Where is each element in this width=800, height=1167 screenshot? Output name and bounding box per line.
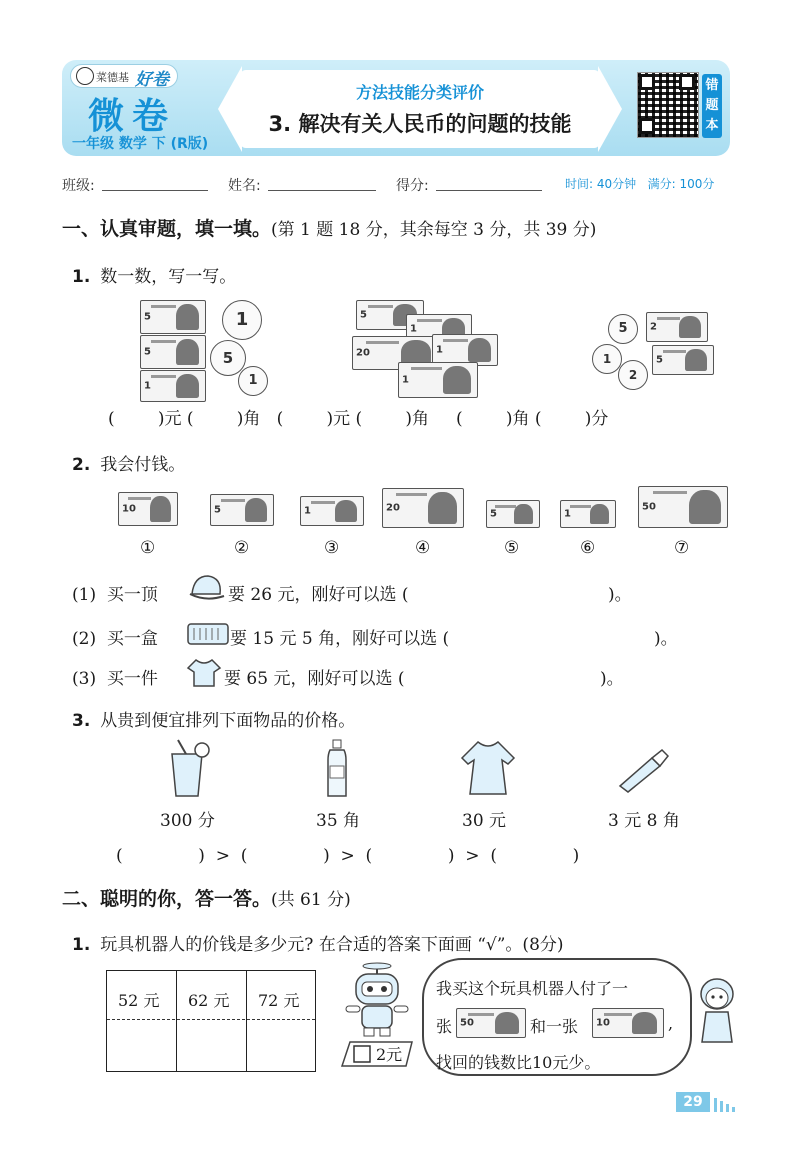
hat-icon [186, 572, 226, 606]
coin-5-jiao: 5 [210, 340, 246, 376]
bill-option-5: 5 [486, 500, 540, 528]
bill-5-yuan: 5 [140, 300, 206, 334]
coin-5-fen: 5 [608, 314, 638, 344]
class-field[interactable] [102, 190, 208, 191]
brand-name: 好卷 [135, 70, 169, 90]
coin-1-jiao: 1 [238, 366, 268, 396]
coin-1-fen: 1 [592, 344, 622, 374]
bill-20-yuan: 20 [352, 336, 438, 370]
bill-option-1: 10 [118, 492, 178, 526]
bill-5-yuan: 5 [140, 335, 206, 369]
option-label-6: ⑥ [580, 538, 596, 558]
qr-corner-icon [679, 74, 695, 90]
class-label: 班级: [62, 178, 95, 194]
name-field[interactable] [268, 190, 376, 191]
option-52-yuan: 52 元 [118, 991, 160, 1010]
title-arrow-left [218, 66, 242, 152]
question-text: 数一数，写一写。 [100, 267, 237, 287]
q2-part3-prefix: (3) 买一件 [72, 669, 158, 689]
tab-char: 错 [705, 78, 719, 93]
option-72-yuan: 72 元 [258, 991, 300, 1010]
price-water: 35 角 [316, 811, 361, 831]
qr-corner-icon [639, 118, 655, 134]
qr-corner-icon [639, 74, 655, 90]
q3-order-blanks[interactable]: ( ) > ( ) > ( ) > ( ) [116, 846, 580, 866]
q2-part2-text: 要 15 元 5 角，刚好可以选 ( [230, 629, 450, 649]
tab-char: 本 [705, 118, 719, 133]
pencil-box-icon [186, 620, 230, 648]
q2-part2-end: )。 [654, 629, 678, 649]
q2-part3-end: )。 [600, 669, 624, 689]
option-label-5: ⑤ [504, 538, 520, 558]
question-text: 我会付钱。 [100, 455, 186, 475]
q2-part1-prefix: (1) 买一顶 [72, 585, 158, 605]
time-limit [565, 175, 714, 192]
name-label: 姓名: [228, 178, 261, 194]
coin-1-jiao: 1 [222, 300, 262, 340]
price-juice: 300 分 [160, 811, 215, 831]
bill-1-yuan: 1 [398, 362, 478, 398]
bill-1-yuan: 1 [406, 314, 472, 344]
bill-1-jiao: 1 [432, 334, 498, 366]
option-label-2: ② [234, 538, 250, 558]
score-field[interactable] [436, 190, 542, 191]
bill-5-yuan: 5 [356, 300, 424, 330]
option-label-3: ③ [324, 538, 340, 558]
bubble-comma: , [668, 1014, 674, 1033]
bill-option-7: 50 [638, 486, 728, 528]
coin-2-fen: 2 [618, 360, 648, 390]
check-cell-52[interactable] [108, 1020, 176, 1070]
bill-option-3: 1 [300, 496, 364, 526]
section-1-heading: 一、认真审题，填一填。 [62, 218, 272, 240]
q2-part3-text: 要 65 元，刚好可以选 ( [224, 669, 405, 689]
option-label-4: ④ [415, 538, 431, 558]
brand-small: 菜德基 [96, 71, 129, 84]
bubble-line-3: 找回的钱数比10元少。 [436, 1053, 601, 1072]
series-title: 微卷 [88, 96, 177, 137]
question-number: 1. [72, 935, 91, 955]
time-text: 时间: 40分钟 [565, 177, 637, 191]
option-62-yuan: 62 元 [188, 991, 230, 1010]
question-number: 2. [72, 455, 91, 475]
page-number: 29 [676, 1092, 710, 1112]
dress-icon [458, 740, 518, 798]
subtitle: 方法技能分类评价 [355, 83, 484, 102]
bubble-line-2b: 和一张 [530, 1017, 579, 1036]
juice-cup-icon [164, 738, 210, 800]
page-title: 3. 解决有关人民币的问题的技能 [268, 112, 572, 136]
question-text: 从贵到便宜排列下面物品的价格。 [100, 711, 356, 731]
toy-robot-icon [342, 962, 412, 1038]
q2-part1-end: )。 [608, 585, 632, 605]
check-cell-62[interactable] [178, 1020, 246, 1070]
title-arrow-right [598, 66, 622, 152]
section-1-note: (第 1 题 18 分，其余每空 3 分，共 39 分) [271, 220, 597, 240]
score-label: 得分: [396, 178, 429, 194]
section-1-title [62, 214, 596, 241]
question-number: 1. [72, 267, 91, 287]
price-glue: 3 元 8 角 [608, 811, 680, 831]
question-3 [72, 706, 355, 731]
q2-part2-prefix: (2) 买一盒 [72, 629, 158, 649]
bubble-line-2a: 张 [436, 1017, 453, 1036]
option-label-7: ⑦ [674, 538, 690, 558]
section-2-note: (共 61 分) [271, 890, 351, 910]
bubble-line-1: 我买这个玩具机器人付了一 [436, 979, 629, 998]
tab-char: 题 [705, 98, 719, 113]
glue-tube-icon [612, 746, 674, 794]
bill-50-yuan: 50 [456, 1008, 526, 1038]
bill-option-2: 5 [210, 494, 274, 526]
brand-logo-icon [76, 67, 94, 85]
check-cell-72[interactable] [248, 1020, 314, 1070]
girl-character-icon [692, 976, 742, 1048]
question-2 [72, 450, 185, 475]
question-1 [72, 262, 236, 287]
bill-10-yuan: 10 [592, 1008, 664, 1038]
question-text: 玩具机器人的价钱是多少元? 在合适的答案下面画 “√”。(8分) [100, 935, 564, 955]
bill-2-jiao: 2 [646, 312, 708, 342]
section-2-question-1 [72, 930, 564, 955]
section-2-heading: 二、聪明的你，答一答。 [62, 888, 272, 910]
clothing-icon [186, 656, 222, 690]
page-bars-icon [712, 1096, 738, 1112]
question-number: 3. [72, 711, 91, 731]
bill-5-jiao: 5 [652, 345, 714, 375]
grade-label: 一年级 数学 下 (R版) [72, 136, 209, 152]
bill-option-6: 1 [560, 500, 616, 528]
mistake-book-tab[interactable] [702, 74, 722, 138]
price-dress: 30 元 [462, 811, 507, 831]
full-score: 满分: 100分 [647, 177, 715, 191]
bill-1-yuan: 1 [140, 370, 206, 402]
bill-option-4: 20 [382, 488, 464, 528]
q2-part1-text: 要 26 元，刚好可以选 ( [228, 585, 409, 605]
robot-price-text: 2元 [376, 1045, 403, 1064]
option-label-1: ① [140, 538, 156, 558]
water-bottle-icon [324, 738, 350, 800]
q1-answer-blanks[interactable]: ( )元 ( )角 ( )元 ( )角 ( )角 ( )分 [108, 409, 609, 429]
section-2-title [62, 884, 351, 911]
